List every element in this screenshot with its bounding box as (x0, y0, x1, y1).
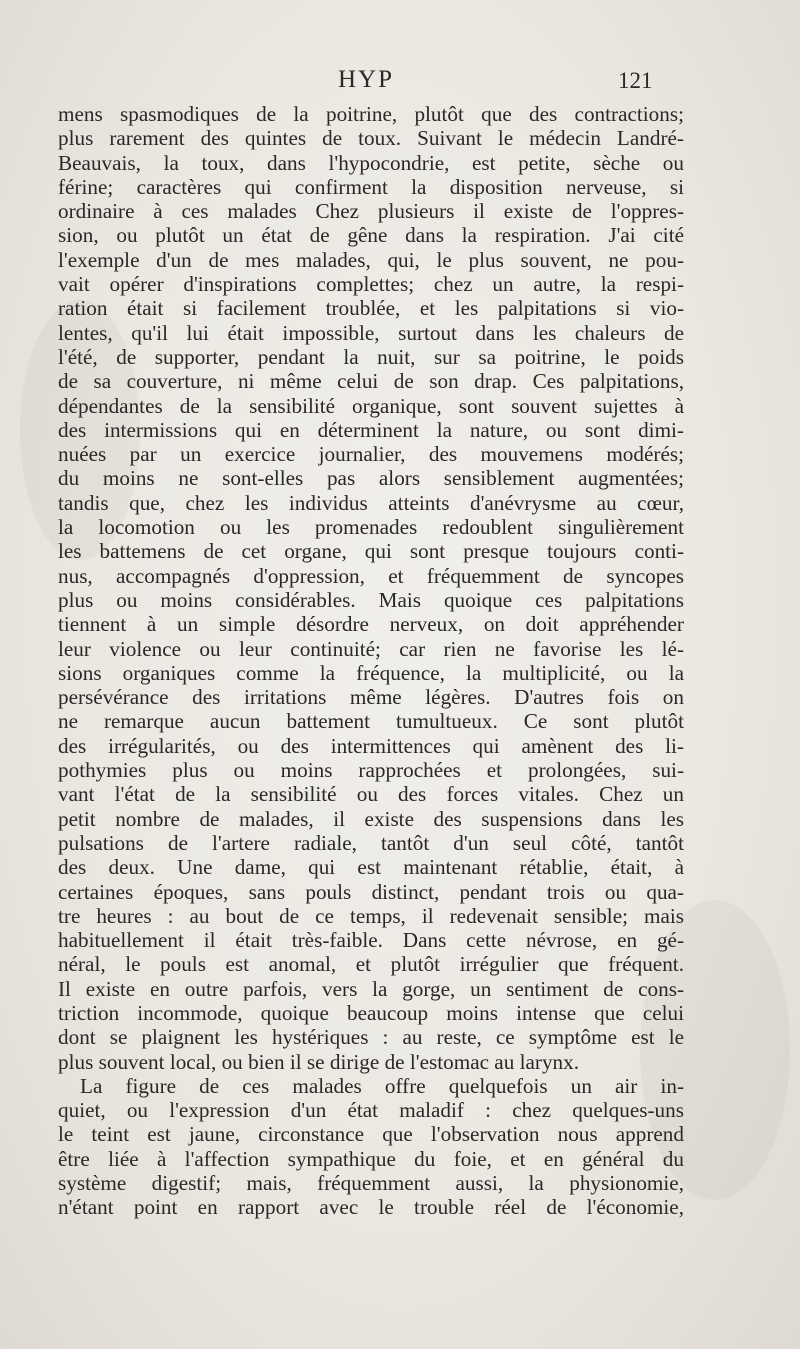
text-line: lentes, qu'il lui était impossible, surtout dans les chaleurs de (58, 320, 684, 345)
text-line: certaines époques, sans pouls distinct, pendant trois ou qua- (58, 879, 684, 904)
text-line: vant l'état de la sensibilité ou des forces vitales. Chez un (58, 782, 684, 807)
text-line: des deux. Une dame, qui est maintenant rétablie, était, à (58, 855, 684, 880)
text-line: l'exemple d'un de mes malades, qui, le plus souvent, ne pou- (58, 247, 684, 272)
text-line: leur violence ou leur continuité; car rien ne favorise les lé- (58, 636, 684, 661)
paragraph-first-line: La figure de ces malades offre quelquefois un air in- (80, 1073, 684, 1098)
text-line: ration était si facilement troublée, et les palpitations si vio- (58, 296, 684, 321)
text-line: sions organiques comme la fréquence, la multiplicité, ou la (58, 660, 684, 685)
text-line: plus ou moins considérables. Mais quoique ces palpitations (58, 587, 684, 612)
text-line: dont se plaignent les hystériques : au reste, ce symptôme est le (58, 1025, 684, 1050)
text-line: le teint est jaune, circonstance que l'observation nous apprend (58, 1122, 684, 1147)
running-head: HYP (338, 66, 395, 93)
text-line: sion, ou plutôt un état de gêne dans la respiration. J'ai cité (58, 223, 684, 248)
text-line: mens spasmodiques de la poitrine, plutôt que des contractions; (58, 102, 684, 126)
text-line: persévérance des irritations même légères. D'autres fois on (58, 685, 684, 710)
text-line: habituellement il était très-faible. Dans cette névrose, en gé- (58, 928, 684, 953)
text-line: plus rarement des quintes de toux. Suivant le médecin Landré- (58, 126, 684, 151)
text-line: ne remarque aucun battement tumultueux. Ce sont plutôt (58, 709, 684, 734)
text-line: férine; caractères qui confirment la disposition nerveuse, si (58, 174, 684, 199)
text-line: dépendantes de la sensibilité organique, sont souvent sujettes à (58, 393, 684, 418)
text-line: pothymies plus ou moins rapprochées et prolongées, sui- (58, 758, 684, 783)
text-line: l'été, de supporter, pendant la nuit, sur sa poitrine, le poids (58, 344, 684, 369)
text-line: triction incommode, quoique beaucoup moins intense que celui (58, 1000, 684, 1025)
text-line: plus souvent local, ou bien il se dirige de l'estomac au larynx. (58, 1049, 580, 1074)
text-line: tre heures : au bout de ce temps, il redevenait sensible; mais (58, 903, 684, 928)
text-line: des intermissions qui en déterminent la nature, ou sont dimi- (58, 417, 684, 442)
body-text (58, 102, 684, 1220)
text-line: Il existe en outre parfois, vers la gorge, un sentiment de cons- (58, 976, 684, 1001)
text-line: tandis que, chez les individus atteints d'anévrysme au cœur, (58, 490, 684, 515)
text-line: de sa couverture, ni même celui de son drap. Ces palpitations, (58, 369, 684, 394)
text-line: nus, accompagnés d'oppression, et fréquemment de syncopes (58, 563, 684, 588)
text-line: petit nombre de malades, il existe des suspensions dans les (58, 806, 684, 831)
text-line: néral, le pouls est anomal, et plutôt irrégulier que fréquent. (58, 952, 684, 977)
text-line: nuées par un exercice journalier, des mouvemens modérés; (58, 442, 684, 467)
text-line: du moins ne sont-elles pas alors sensiblement augmentées; (58, 466, 684, 491)
text-line: Beauvais, la toux, dans l'hypocondrie, est petite, sèche ou (58, 150, 684, 175)
text-line: n'étant point en rapport avec le trouble réel de l'économie, (58, 1195, 684, 1220)
text-line: système digestif; mais, fréquemment aussi, la physionomie, (58, 1171, 684, 1196)
text-line: tiennent à un simple désordre nerveux, on doit appréhender (58, 612, 684, 637)
text-line: vait opérer d'inspirations complettes; chez un autre, la respi- (58, 272, 684, 297)
page-header (0, 66, 800, 106)
text-line: la locomotion ou les promenades redoublent singulièrement (58, 515, 684, 540)
text-line: les battemens de cet organe, qui sont presque toujours conti- (58, 539, 684, 564)
text-line: des irrégularités, ou des intermittences qui amènent des li- (58, 733, 684, 758)
text-line: ordinaire à ces malades Chez plusieurs il existe de l'oppres- (58, 199, 684, 224)
text-line: être liée à l'affection sympathique du foie, et en général du (58, 1146, 684, 1171)
page-number: 121 (618, 68, 653, 93)
text-line: pulsations de l'artere radiale, tantôt d'un seul côté, tantôt (58, 830, 684, 855)
text-line: quiet, ou l'expression d'un état maladif : chez quelques-uns (58, 1098, 684, 1123)
